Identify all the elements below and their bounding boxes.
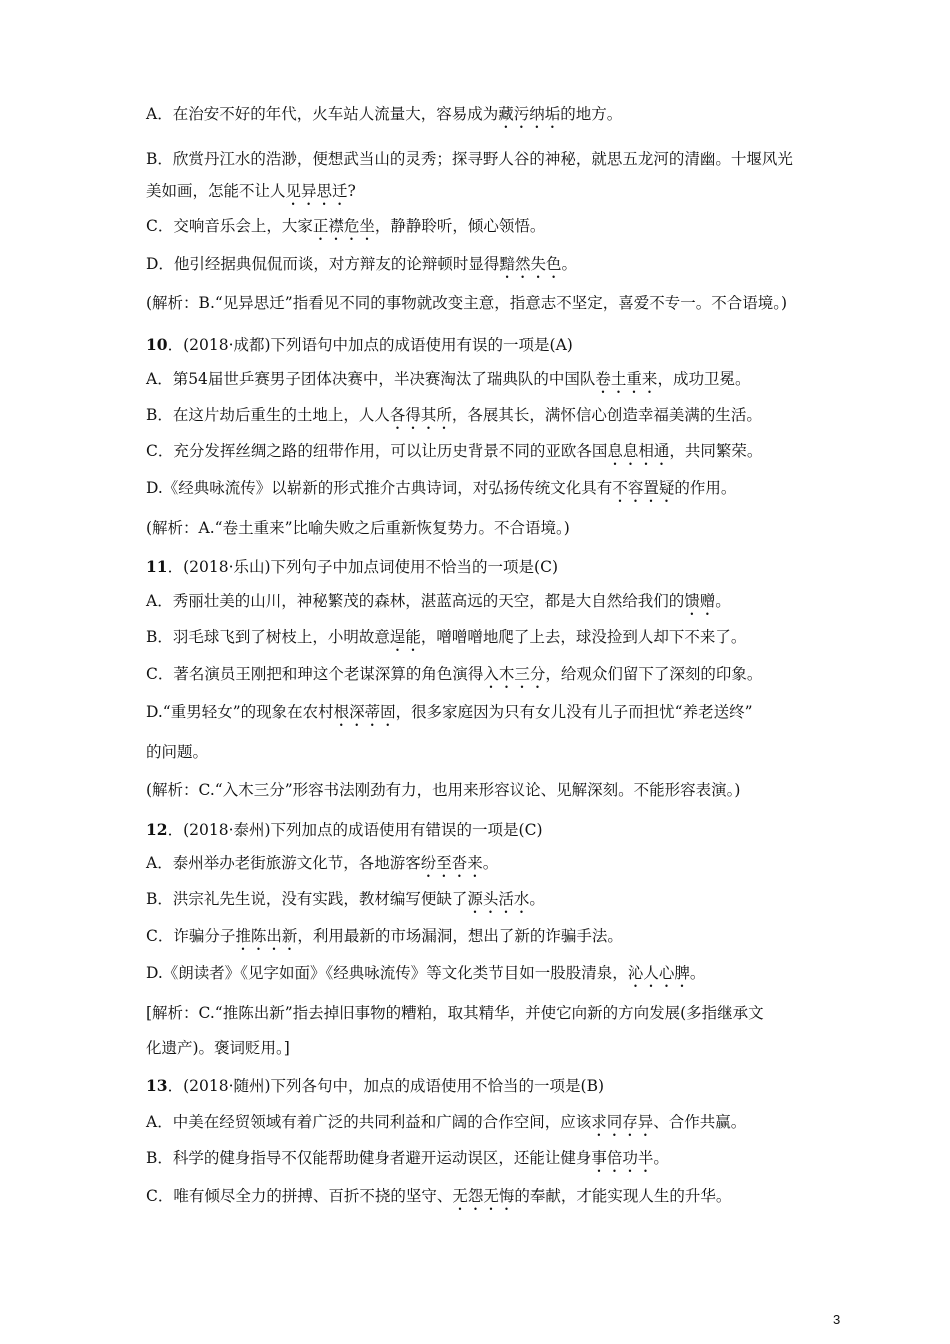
emphasized-idiom: 入木三分 [483, 665, 546, 683]
emphasized-idiom: 黯然失色 [499, 255, 562, 273]
emphasized-idiom: 不容置疑 [612, 479, 675, 497]
text-line [146, 334, 846, 356]
text-run: ．(2018·泰州)下列加点的成语使用有错误的一项是(C) [167, 821, 543, 839]
text-line [146, 962, 846, 991]
text-line [146, 741, 846, 763]
text-run: 的问题。 [146, 743, 209, 761]
emphasized-idiom: 馈赠 [684, 592, 716, 610]
text-run: B．在这片劫后重生的土地上，人人 [146, 406, 390, 424]
text-line [146, 180, 846, 209]
text-line [146, 1185, 846, 1214]
text-run: ，共同繁荣。 [669, 442, 763, 460]
text-run: 美如画，怎能不让人 [146, 182, 286, 200]
text-line [146, 477, 846, 506]
text-run: 。 [561, 255, 577, 273]
text-line [146, 1002, 846, 1024]
text-line [146, 1147, 846, 1176]
emphasized-idiom: 正襟危坐 [312, 217, 375, 235]
text-run: ．(2018·成都)下列语句中加点的成语使用有误的一项是(A) [167, 336, 573, 354]
text-line [146, 852, 846, 881]
emphasized-idiom: 卷土重来 [595, 370, 658, 388]
text-run: B．欣赏丹江水的浩渺，便想武当山的灵秀；探寻野人谷的神秘，就思五龙河的清幽。十堰风光 [146, 150, 793, 168]
text-line [146, 215, 846, 244]
emphasized-idiom: 息息相通 [607, 442, 670, 460]
text-run: B．科学的健身指导不仅能帮助健身者避开运动误区，还能让健身 [146, 1149, 592, 1167]
emphasized-idiom: 逞能 [389, 628, 421, 646]
emphasized-idiom: 藏污纳垢 [498, 105, 561, 123]
emphasized-idiom: 无怨无悔 [452, 1187, 515, 1205]
text-run: B．羽毛球飞到了树枝上，小明故意 [146, 628, 390, 646]
emphasized-idiom: 纷至沓来 [420, 854, 483, 872]
text-run: 。 [715, 592, 731, 610]
text-run: 的地方。 [560, 105, 623, 123]
text-line [146, 1111, 846, 1140]
text-run: 。 [482, 854, 499, 872]
text-line [146, 253, 846, 282]
text-run: (解析：A.“卷土重来”比喻失败之后重新恢复势力。不合语境。) [146, 519, 570, 537]
text-run: C．充分发挥丝绸之路的纽带作用，可以让历史背景不同的亚欧各国 [146, 442, 608, 460]
text-run: C．唯有倾尽全力的拼搏、百折不挠的坚守、 [146, 1187, 453, 1205]
text-line [146, 292, 846, 314]
text-line [146, 779, 846, 801]
text-line [146, 103, 846, 132]
text-run: A．中美在经贸领域有着广泛的共同利益和广阔的合作空间，应该 [146, 1113, 592, 1131]
text-run: A．泰州举办老街旅游文化节，各地游客 [146, 854, 421, 872]
text-line [146, 888, 846, 917]
emphasized-idiom: 求同存异 [591, 1113, 654, 1131]
text-run: ，静静聆听，倾心领悟。 [374, 217, 546, 235]
emphasized-idiom: 见异思迁 [285, 182, 348, 200]
emphasized-idiom: 根深蒂固 [333, 703, 396, 721]
text-line [146, 925, 846, 954]
question-number: 10 [146, 335, 168, 354]
text-run: ? [347, 182, 356, 200]
text-run: 的奉献，才能实现人生的升华。 [514, 1187, 732, 1205]
text-run: 、合作共赢。 [653, 1113, 747, 1131]
text-run: ．(2018·乐山)下列句子中加点词使用不恰当的一项是(C) [167, 558, 559, 576]
question-number: 13 [146, 1076, 168, 1095]
emphasized-idiom: 各得其所 [389, 406, 452, 424]
text-run: ，给观众们留下了深刻的印象。 [545, 665, 763, 683]
text-run: ，各展其长，满怀信心创造幸福美满的生活。 [451, 406, 762, 424]
text-line [146, 404, 846, 433]
text-run: B．洪宗礼先生说，没有实践，教材编写便缺了 [146, 890, 468, 908]
text-line [146, 440, 846, 469]
text-run: 。 [529, 890, 545, 908]
text-line [146, 517, 846, 539]
text-run: ，成功卫冕。 [657, 370, 751, 388]
emphasized-idiom: 沁人心脾 [627, 964, 690, 982]
text-run: D．他引经据典侃侃而谈，对方辩友的论辩顿时显得 [146, 255, 500, 273]
text-line [146, 590, 846, 619]
text-run: D.“重男轻女”的现象在农村 [146, 703, 334, 721]
question-number: 12 [146, 820, 168, 839]
text-line [146, 1075, 846, 1097]
emphasized-idiom: 事倍功半 [591, 1149, 654, 1167]
text-run: 化遗产)。褒词贬用。] [146, 1039, 290, 1057]
text-run: 的作用。 [674, 479, 737, 497]
text-run: A．第54届世乒赛男子团体决赛中，半决赛淘汰了瑞典队的中国队 [146, 370, 596, 388]
text-line [146, 148, 846, 170]
text-line [146, 368, 846, 397]
text-line [146, 556, 846, 578]
text-run: ，噌噌噌地爬了上去，球没捡到人却下不来了。 [420, 628, 747, 646]
text-run: D.《朗读者》《见字如面》《经典咏流传》等文化类节目如一股股清泉， [146, 964, 628, 982]
text-line [146, 1037, 846, 1059]
page-number: 3 [833, 1312, 841, 1327]
text-run: C．著名演员王刚把和珅这个老谋深算的角色演得 [146, 665, 484, 683]
emphasized-idiom: 源头活水 [467, 890, 530, 908]
text-run: ．(2018·随州)下列各句中，加点的成语使用不恰当的一项是(B) [167, 1077, 605, 1095]
text-line [146, 701, 846, 730]
text-run: A．在治安不好的年代，火车站人流量大，容易成为 [146, 105, 499, 123]
emphasized-idiom: 推陈出新 [235, 927, 298, 945]
text-run: [解析：C.“推陈出新”指去掉旧事物的糟粕，取其精华，并使它向新的方向发展(多指继承文 [146, 1004, 764, 1022]
text-run: (解析：B.“见异思迁”指看见不同的事物就改变主意，指意志不坚定，喜爱不专一。不合语境。) [146, 294, 788, 312]
text-run: 。 [689, 964, 706, 982]
text-run: C．交响音乐会上，大家 [146, 217, 313, 235]
text-line [146, 819, 846, 841]
text-run: 。 [653, 1149, 669, 1167]
text-line [146, 626, 846, 655]
text-line [146, 663, 846, 692]
question-number: 11 [146, 557, 168, 576]
text-run: (解析：C.“入木三分”形容书法刚劲有力，也用来形容议论、见解深刻。不能形容表演。) [146, 781, 741, 799]
text-run: ，利用最新的市场漏洞，想出了新的诈骗手法。 [297, 927, 623, 945]
text-run: C．诈骗分子 [146, 927, 236, 945]
text-run: ，很多家庭因为只有女儿没有儿子而担忧“养老送终” [395, 703, 753, 721]
text-run: D.《经典咏流传》以崭新的形式推介古典诗词，对弘扬传统文化具有 [146, 479, 613, 497]
text-run: A．秀丽壮美的山川，神秘繁茂的森林，湛蓝高远的天空，都是大自然给我们的 [146, 592, 685, 610]
